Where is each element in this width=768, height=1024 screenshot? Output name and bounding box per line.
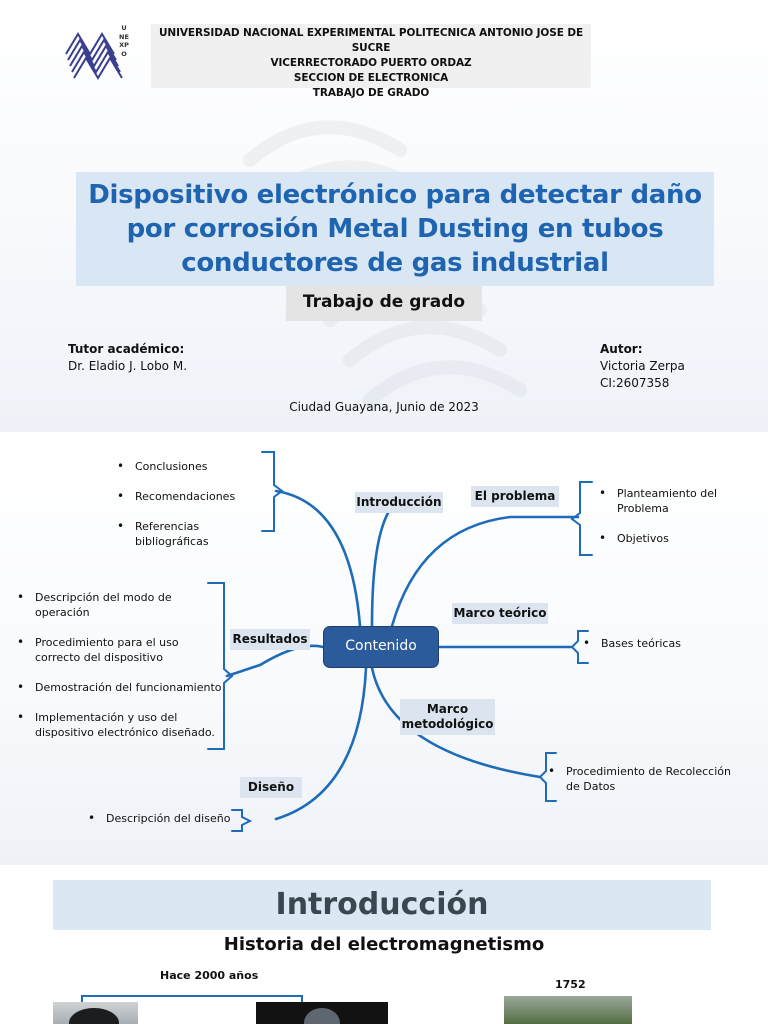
list-item: • Recomendaciones <box>115 489 275 504</box>
autor-block <box>600 341 685 392</box>
branch-marco-teorico: Marco teórico <box>452 603 548 624</box>
tutor-label: Tutor académico: <box>68 342 185 356</box>
timeline-label-hace: Hace 2000 años <box>160 969 259 982</box>
tutor-name: Dr. Eladio J. Lobo M. <box>68 359 188 373</box>
history-image-2 <box>256 1002 388 1024</box>
list-item: • Referencias bibliográficas <box>115 519 275 549</box>
list-item: • Procedimiento de Recolección de Datos <box>546 764 736 794</box>
history-image-1 <box>53 1002 138 1024</box>
connector-introduccion <box>372 513 388 626</box>
connector-resultados <box>227 646 323 676</box>
list-resultados <box>15 590 225 740</box>
intro-slide <box>0 866 768 1024</box>
list-item: • Bases teóricas <box>581 636 711 651</box>
autor-ci: CI:2607358 <box>600 376 670 390</box>
header-line-3: SECCION DE ELECTRONICA <box>293 72 449 84</box>
cover-slide <box>0 0 768 432</box>
branch-resultados: Resultados <box>230 629 310 650</box>
intro-subtitle: Historia del electromagnetismo <box>223 934 545 955</box>
branch-diseno: Diseño <box>240 777 302 798</box>
list-diseno <box>86 811 236 826</box>
intro-title: Introducción <box>53 880 711 930</box>
header-line-2: VICERRECTORADO PUERTO ORDAZ <box>270 57 472 69</box>
autor-name: Victoria Zerpa <box>600 359 685 373</box>
list-problema <box>597 486 727 546</box>
list-item: • Implementación y uso del dispositivo electrónico diseñado. <box>15 710 225 740</box>
list-item: • Planteamiento del Problema <box>597 486 727 516</box>
branch-marco-metodologico: Marco metodológico <box>400 699 495 735</box>
thesis-title-box <box>76 172 714 286</box>
university-header <box>151 24 591 99</box>
thesis-subtitle: Trabajo de grado <box>286 286 482 321</box>
header-line-4: TRABAJO DE GRADO <box>312 87 430 99</box>
header-line-1: UNIVERSIDAD NACIONAL EXPERIMENTAL POLITECNICA ANTONIO JOSE DE SUCRE <box>158 27 584 54</box>
branch-el-problema: El problema <box>471 486 559 507</box>
center-node-contenido: Contenido <box>323 626 439 668</box>
mindmap-slide <box>0 433 768 865</box>
branch-introduccion: Introducción <box>355 492 443 513</box>
list-item: • Objetivos <box>597 531 727 546</box>
connector-conclusiones <box>276 491 360 626</box>
list-metodologico <box>546 764 736 794</box>
list-conclusiones <box>115 459 275 549</box>
list-item: • Descripción del diseño <box>86 811 236 826</box>
thesis-title: Dispositivo electrónico para detectar daño por corrosión Metal Dusting en tubos conductores de gas industrial <box>88 180 702 278</box>
list-item: • Procedimiento para el uso correcto del dispositivo <box>15 635 225 665</box>
tutor-block <box>68 341 187 375</box>
autor-label: Autor: <box>600 342 643 356</box>
history-image-3 <box>504 996 632 1024</box>
list-item: • Descripción del modo de operación <box>15 590 225 620</box>
list-item: • Conclusiones <box>115 459 275 474</box>
bracket-problema <box>572 482 592 555</box>
logo-wordmark: UNEXPO <box>119 24 129 58</box>
list-marco-teorico <box>581 636 711 651</box>
place-date: Ciudad Guayana, Junio de 2023 <box>289 400 479 414</box>
timeline-label-year: 1752 <box>555 978 586 991</box>
list-item: • Demostración del funcionamiento <box>15 680 225 695</box>
